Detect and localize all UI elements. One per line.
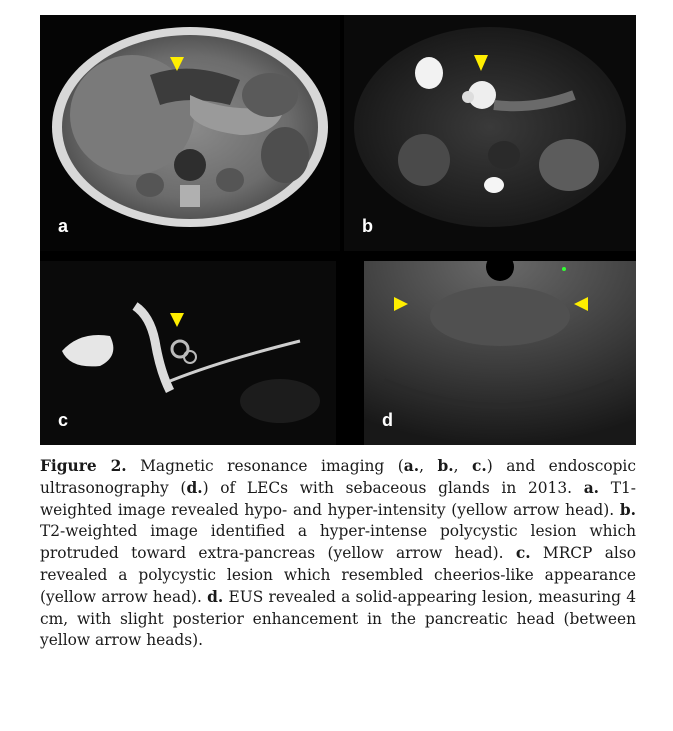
caption-ref: c.: [472, 457, 487, 475]
caption-ref: a.: [583, 478, 600, 497]
caption-text: ,: [453, 457, 472, 475]
caption-text: ,: [419, 457, 438, 475]
panel-a-label: a: [58, 216, 69, 236]
caption-text: T1-weighted image revealed hypo- and hyper-intensity (yellow arrow head).: [40, 478, 636, 519]
panel-b-t2-image: [344, 15, 636, 251]
caption-text: Magnetic resonance imaging (: [126, 457, 404, 475]
panel-c-label: c: [58, 410, 69, 430]
caption-ref: c.: [515, 544, 531, 563]
panel-b-label: b: [362, 216, 373, 236]
caption-text: ) and endoscopic ultrasonography (: [40, 457, 636, 497]
caption-text: T2-weighted image identified a hyper-intense polycystic lesion which protruded toward extra-pancreas (yellow arrow head).: [40, 522, 636, 563]
caption-ref: b.: [619, 500, 636, 519]
caption-text: MRCP also revealed a polycystic lesion which resembled cheerios-like appearance (yellow arrow head).: [40, 544, 636, 606]
panel-d-label: d: [382, 410, 393, 430]
t1-mri-image: [40, 15, 340, 251]
panel-c-mrcp-image: [40, 261, 336, 445]
panel-d-eus-image: [364, 261, 636, 445]
panel-a-t1-image: [40, 15, 340, 251]
caption-ref: d.: [186, 478, 203, 497]
caption-text: EUS revealed a solid-appearing lesion, measuring 4 cm, with slight posterior enhancement in the pancreatic head (between yellow arrow heads).: [40, 587, 637, 650]
caption-label: Figure 2.: [40, 457, 127, 475]
caption-ref: b.: [437, 457, 454, 475]
figure-caption: [40, 456, 636, 652]
t2-mri-image: [344, 15, 636, 251]
eus-image: [364, 261, 636, 445]
figure-image-grid: [40, 15, 636, 445]
caption-ref: d.: [207, 587, 224, 606]
caption-text: ) of LECs with sebaceous glands in 2013.: [202, 478, 584, 497]
caption-ref: a.: [403, 457, 420, 475]
mrcp-image: [40, 261, 336, 445]
